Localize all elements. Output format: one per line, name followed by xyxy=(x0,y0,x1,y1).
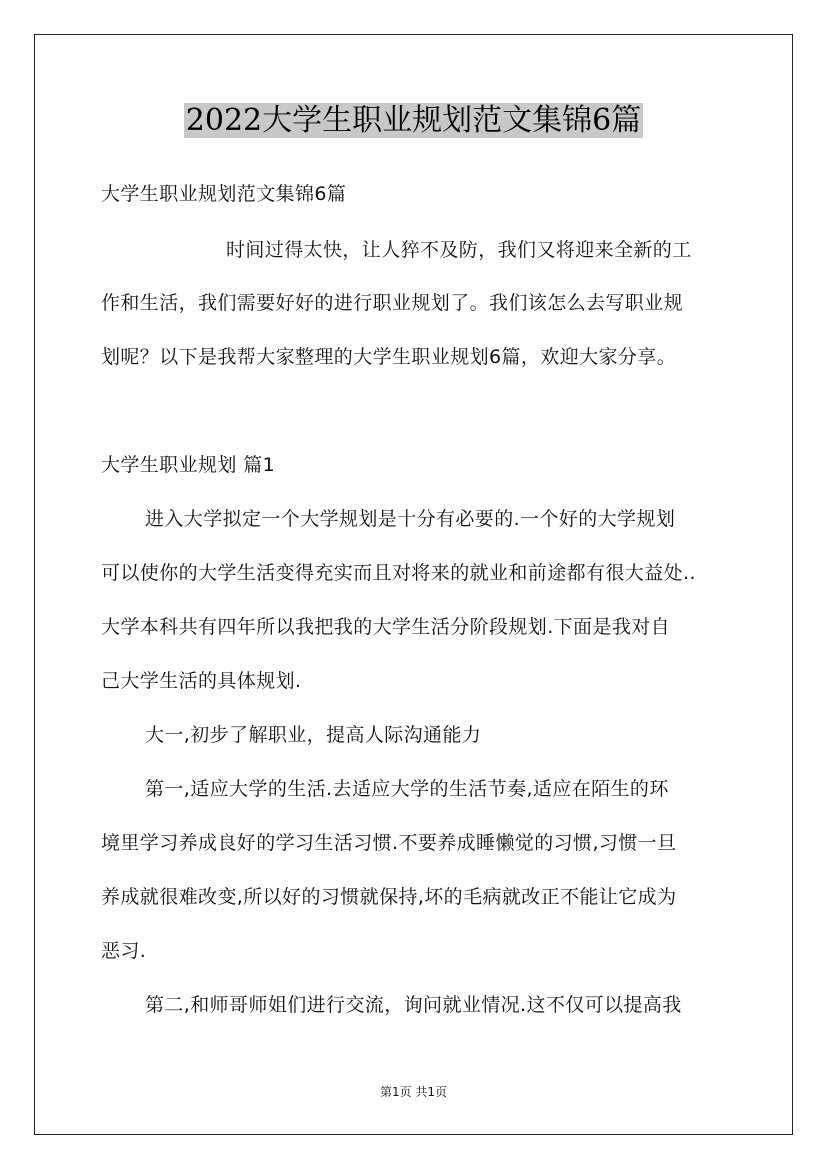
body-line: 大一,初步了解职业，提高人际沟通能力 xyxy=(145,724,482,746)
body-line: 己大学生活的具体规划. xyxy=(101,670,302,692)
body-line: 养成就很难改变,所以好的习惯就保持,坏的毛病就改正不能让它成为 xyxy=(101,886,677,908)
page-footer: 第1页 共1页 xyxy=(379,1085,448,1099)
body-line: 恶习. xyxy=(101,940,147,962)
intro-line: 划呢？以下是我帮大家整理的大学生职业规划6篇，欢迎大家分享。 xyxy=(101,346,677,368)
document-title-text: 2022大学生职业规划范文集锦6篇 xyxy=(185,103,642,138)
document-subtitle: 大学生职业规划范文集锦6篇 xyxy=(101,183,347,205)
intro-line: 作和生活，我们需要好好的进行职业规划了。我们该怎么去写职业规 xyxy=(101,292,684,314)
section-heading: 大学生职业规划 篇1 xyxy=(101,454,276,476)
body-line: 进入大学拟定一个大学规划是十分有必要的.一个好的大学规划 xyxy=(145,508,676,530)
body-line: 第二,和师哥师姐们进行交流，询问就业情况.这不仅可以提高我 xyxy=(145,994,682,1016)
document-title xyxy=(0,99,827,143)
body-line: 可以使你的大学生活变得充实而且对将来的就业和前途都有很大益处.. xyxy=(101,562,696,584)
body-line: 第一,适应大学的生活.去适应大学的生活节奏,适应在陌生的环 xyxy=(145,778,669,800)
body-line: 境里学习养成良好的学习生活习惯.不要养成睡懒觉的习惯,习惯一旦 xyxy=(101,832,677,854)
intro-line: 时间过得太快，让人猝不及防，我们又将迎来全新的工 xyxy=(226,239,692,261)
body-line: 大学本科共有四年所以我把我的大学生活分阶段规划.下面是我对自 xyxy=(101,616,671,638)
